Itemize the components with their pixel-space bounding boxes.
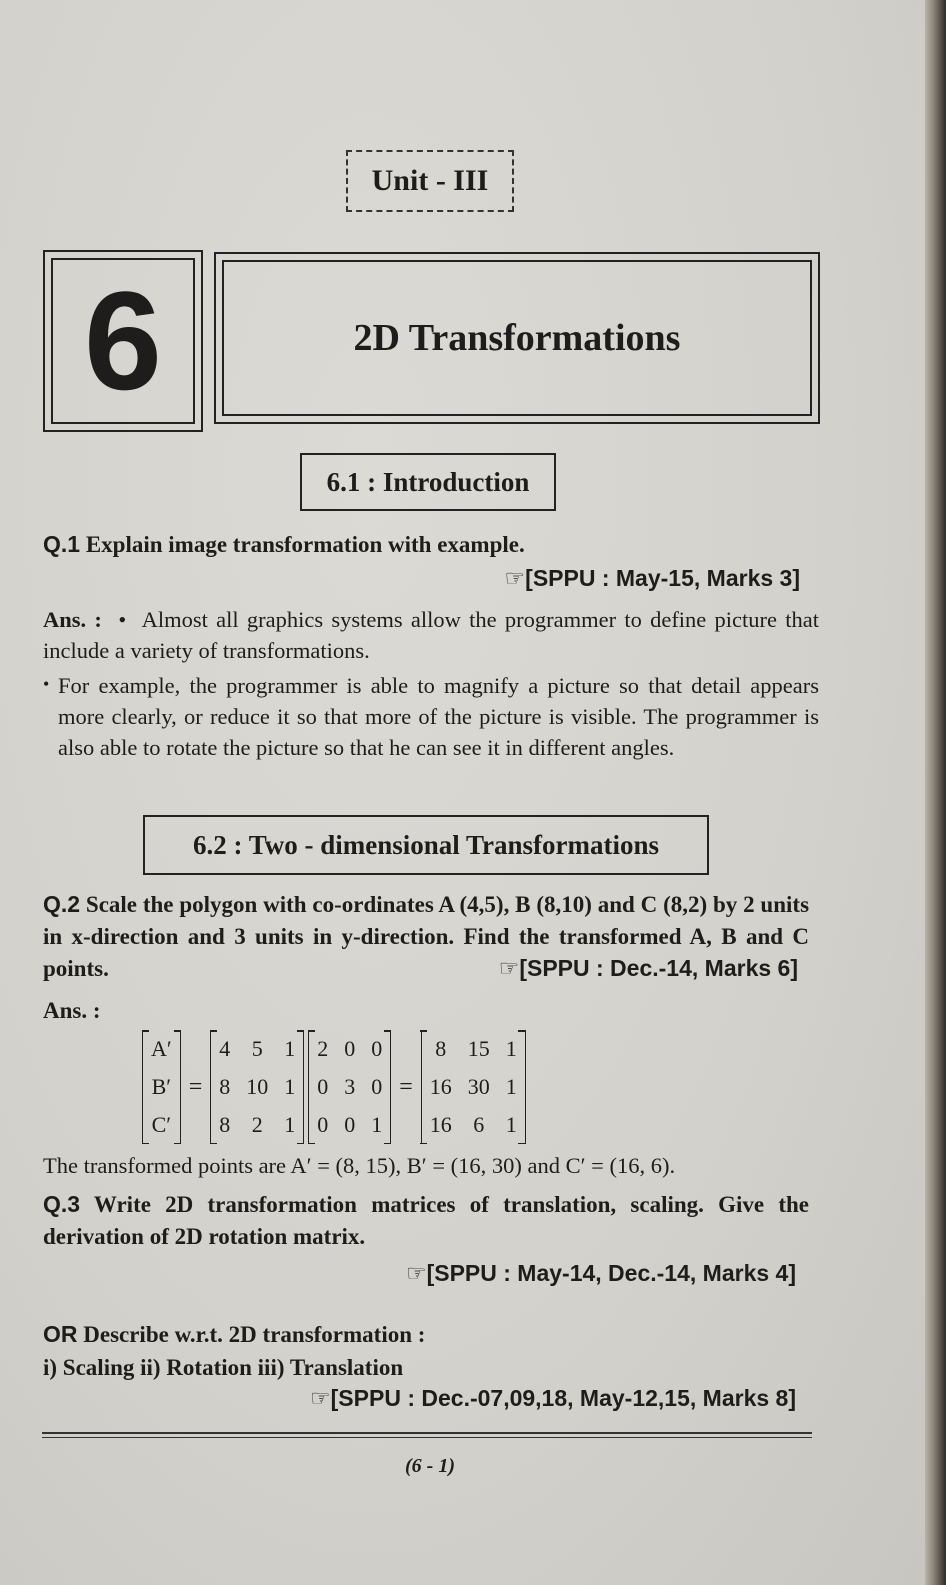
matrix-cell: B′ <box>151 1074 172 1099</box>
answer-text: Almost all graphics systems allow the programmer to define picture that include a variety of transformations. <box>43 607 820 663</box>
question-number: Q.2 <box>43 891 81 917</box>
matrix-cell: A′ <box>151 1036 172 1061</box>
hand-pointer-icon: ☞ <box>504 565 526 591</box>
matrix-cell: 1 <box>284 1074 296 1099</box>
footer-divider <box>42 1432 812 1434</box>
page-number: (6 - 1) <box>405 1455 455 1477</box>
matrix-bracket-tick <box>297 1030 304 1032</box>
matrix-cell: 8 <box>435 1036 447 1061</box>
matrix-cell: 0 <box>344 1112 356 1137</box>
matrix-result <box>421 1030 526 1144</box>
question-3-reference <box>330 1260 796 1287</box>
matrix-cell: 5 <box>251 1036 263 1061</box>
hand-pointer-icon: ☞ <box>405 1260 427 1286</box>
footer-divider <box>42 1437 812 1438</box>
matrix-bracket-tick <box>384 1030 391 1032</box>
reference-text: [SPPU : May-15, Marks 3] <box>525 565 800 591</box>
matrix-bracket-tick <box>384 1143 391 1145</box>
matrix-bracket-tick <box>297 1143 304 1145</box>
matrix-cell: 16 <box>429 1112 452 1137</box>
question-number: Q.3 <box>43 1191 81 1217</box>
matrix-bracket-tick <box>420 1030 427 1032</box>
matrix-cell: 1 <box>284 1112 296 1137</box>
question-3 <box>43 1188 809 1253</box>
matrix-cell: 0 <box>371 1074 383 1099</box>
matrix-cell: 30 <box>467 1074 490 1099</box>
matrix-bracket-tick <box>210 1143 217 1145</box>
or-label: OR <box>43 1321 78 1347</box>
matrix-cell: 8 <box>219 1074 231 1099</box>
matrix-cell: 0 <box>317 1074 329 1099</box>
matrix-bracket-tick <box>420 1143 427 1145</box>
question-2-reference <box>440 955 798 982</box>
matrix-cell: 0 <box>317 1112 329 1137</box>
matrix-cell: 3 <box>344 1074 356 1099</box>
matrix-cell: 2 <box>317 1036 329 1061</box>
alternate-question-items: i) Scaling ii) Rotation iii) Translation <box>43 1355 404 1380</box>
matrix-cell: 6 <box>473 1112 485 1137</box>
matrix-cell: 15 <box>467 1036 490 1061</box>
matrix-bracket-tick <box>210 1030 217 1032</box>
matrix-cell: 10 <box>246 1074 269 1099</box>
matrix-cell: 0 <box>371 1036 383 1061</box>
alternate-question-reference <box>220 1385 796 1412</box>
answer-1-paragraph-2: For example, the programmer is able to magnify a picture so that detail appears more clearly, or reduce it so that more of the picture is visible. The programmer is also able to rotate the picture so that he can see it in different angles. <box>58 673 819 760</box>
matrix-bracket-tick <box>174 1030 181 1032</box>
matrix-cell: 1 <box>284 1036 296 1061</box>
section-heading-2d-transformations: 6.2 : Two - dimensional Transformations <box>143 815 709 875</box>
bullet-icon: • <box>43 674 50 694</box>
matrix-bracket-tick <box>142 1030 149 1032</box>
alternate-question <box>43 1318 809 1351</box>
equals-sign: = <box>399 1073 413 1100</box>
question-text: Explain image transformation with example. <box>85 532 525 557</box>
answer-label: Ans. : <box>43 607 102 632</box>
matrix-cell: 1 <box>505 1112 517 1137</box>
matrix-cell: 16 <box>429 1074 452 1099</box>
matrix-cell: 2 <box>251 1112 263 1137</box>
matrix-cell: C′ <box>151 1112 172 1137</box>
matrix-cell: 0 <box>344 1036 356 1061</box>
matrix-cell: 1 <box>505 1036 517 1061</box>
matrix-cell: 1 <box>505 1074 517 1099</box>
matrix-cell: 4 <box>219 1036 231 1061</box>
reference-text: [SPPU : May-14, Dec.-14, Marks 4] <box>426 1260 796 1286</box>
reference-text: [SPPU : Dec.-07,09,18, May-12,15, Marks 8] <box>330 1385 796 1411</box>
equals-sign: = <box>188 1073 203 1100</box>
alternate-question-text: Describe w.r.t. 2D transformation : <box>83 1322 426 1347</box>
matrix-lhs <box>142 1030 181 1144</box>
reference-text: [SPPU : Dec.-14, Marks 6] <box>519 955 798 981</box>
answer-2-conclusion: The transformed points are A′ = (8, 15), B′ = (16, 30) and C′ = (16, 6). <box>43 1153 676 1178</box>
matrix-bracket-tick <box>174 1143 181 1145</box>
matrix-bracket-tick <box>308 1030 315 1032</box>
matrix-bracket-tick <box>142 1143 149 1145</box>
matrix-cell: 1 <box>371 1112 383 1137</box>
hand-pointer-icon: ☞ <box>310 1385 331 1411</box>
chapter-number: 6 <box>51 258 195 424</box>
answer-1-paragraph-1 <box>43 604 819 666</box>
answer-2-label: Ans. : <box>43 998 101 1023</box>
question-1-reference <box>450 565 800 592</box>
book-page-edge <box>925 0 946 1585</box>
question-1 <box>43 528 823 561</box>
matrix-scale <box>308 1030 391 1144</box>
question-text: Write 2D transformation matrices of translation, scaling. Give the derivation of 2D rotation matrix. <box>43 1192 809 1249</box>
unit-label: Unit - III <box>346 150 514 212</box>
bullet-icon: • <box>110 607 135 632</box>
question-text: Scale the polygon with co-ordinates A (4,5), B (8,10) and C (8,2) by 2 units in x-direction and 3 units in y-direction. Find the transformed A, B and C points. <box>43 892 810 981</box>
matrix-cell: 8 <box>219 1112 231 1137</box>
hand-pointer-icon: ☞ <box>498 955 520 981</box>
chapter-title: 2D Transformations <box>222 260 812 416</box>
matrix-points <box>210 1030 304 1144</box>
matrix-bracket-tick <box>518 1030 525 1032</box>
matrix-bracket-tick <box>308 1143 315 1145</box>
matrix-bracket-tick <box>518 1143 525 1145</box>
question-number: Q.1 <box>43 531 81 557</box>
section-heading-introduction: 6.1 : Introduction <box>300 453 556 511</box>
matrix-equation <box>142 1030 526 1144</box>
